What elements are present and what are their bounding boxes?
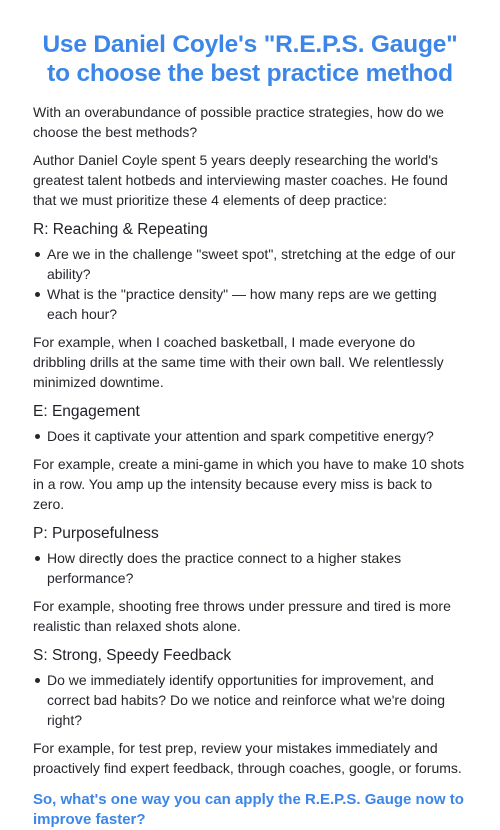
list-item bbox=[47, 426, 467, 446]
list-item bbox=[47, 670, 467, 730]
bullet-list-purposefulness bbox=[33, 548, 467, 588]
intro-paragraph-1: With an overabundance of possible practice strategies, how do we choose the best methods? bbox=[33, 104, 444, 140]
example-paragraph-reaching: For example, when I coached basketball, I made everyone do dribbling drills at the same time with their own ball. We relentlessly minimized downtime. bbox=[33, 334, 444, 390]
bullet-list-reaching bbox=[33, 244, 467, 324]
list-item bbox=[47, 548, 467, 588]
section-heading-feedback: S: Strong, Speedy Feedback bbox=[33, 647, 232, 664]
section-heading-engagement: E: Engagement bbox=[33, 403, 140, 420]
bullet-icon bbox=[35, 434, 40, 439]
list-item-text: Are we in the challenge "sweet spot", stretching at the edge of our ability? bbox=[47, 246, 456, 282]
section-heading-purposefulness: P: Purposefulness bbox=[33, 525, 159, 542]
bullet-icon bbox=[35, 292, 40, 297]
intro-paragraph-2: Author Daniel Coyle spent 5 years deeply researching the world's greatest talent hotbeds and interviewing master coaches. He found that we must prioritize these 4 elements of deep practice: bbox=[33, 152, 448, 208]
bullet-list-engagement bbox=[33, 426, 467, 446]
call-to-action: So, what's one way you can apply the R.E.P.S. Gauge now to improve faster? bbox=[33, 791, 464, 828]
page-title: Use Daniel Coyle's "R.E.P.S. Gauge" to choose the best practice method bbox=[42, 31, 458, 87]
list-item-text: How directly does the practice connect to a higher stakes performance? bbox=[47, 550, 402, 586]
bullet-icon bbox=[35, 556, 40, 561]
list-item-text: Do we immediately identify opportunities for improvement, and correct bad habits? Do we notice and reinforce what we're doing right? bbox=[47, 672, 446, 728]
bullet-list-feedback bbox=[33, 670, 467, 730]
list-item-text: What is the "practice density" — how many reps are we getting each hour? bbox=[47, 286, 437, 322]
example-paragraph-purposefulness: For example, shooting free throws under pressure and tired is more realistic than relaxed shots alone. bbox=[33, 598, 451, 634]
bullet-icon bbox=[35, 678, 40, 683]
bullet-icon bbox=[35, 252, 40, 257]
example-paragraph-feedback: For example, for test prep, review your mistakes immediately and proactively find expert feedback, through coaches, google, or forums. bbox=[33, 740, 462, 776]
list-item-text: Does it captivate your attention and spark competitive energy? bbox=[47, 428, 434, 444]
list-item bbox=[47, 244, 467, 284]
list-item bbox=[47, 284, 467, 324]
section-heading-reaching: R: Reaching & Repeating bbox=[33, 221, 208, 238]
example-paragraph-engagement: For example, create a mini-game in which you have to make 10 shots in a row. You amp up the intensity because every miss is back to zero. bbox=[33, 456, 465, 512]
